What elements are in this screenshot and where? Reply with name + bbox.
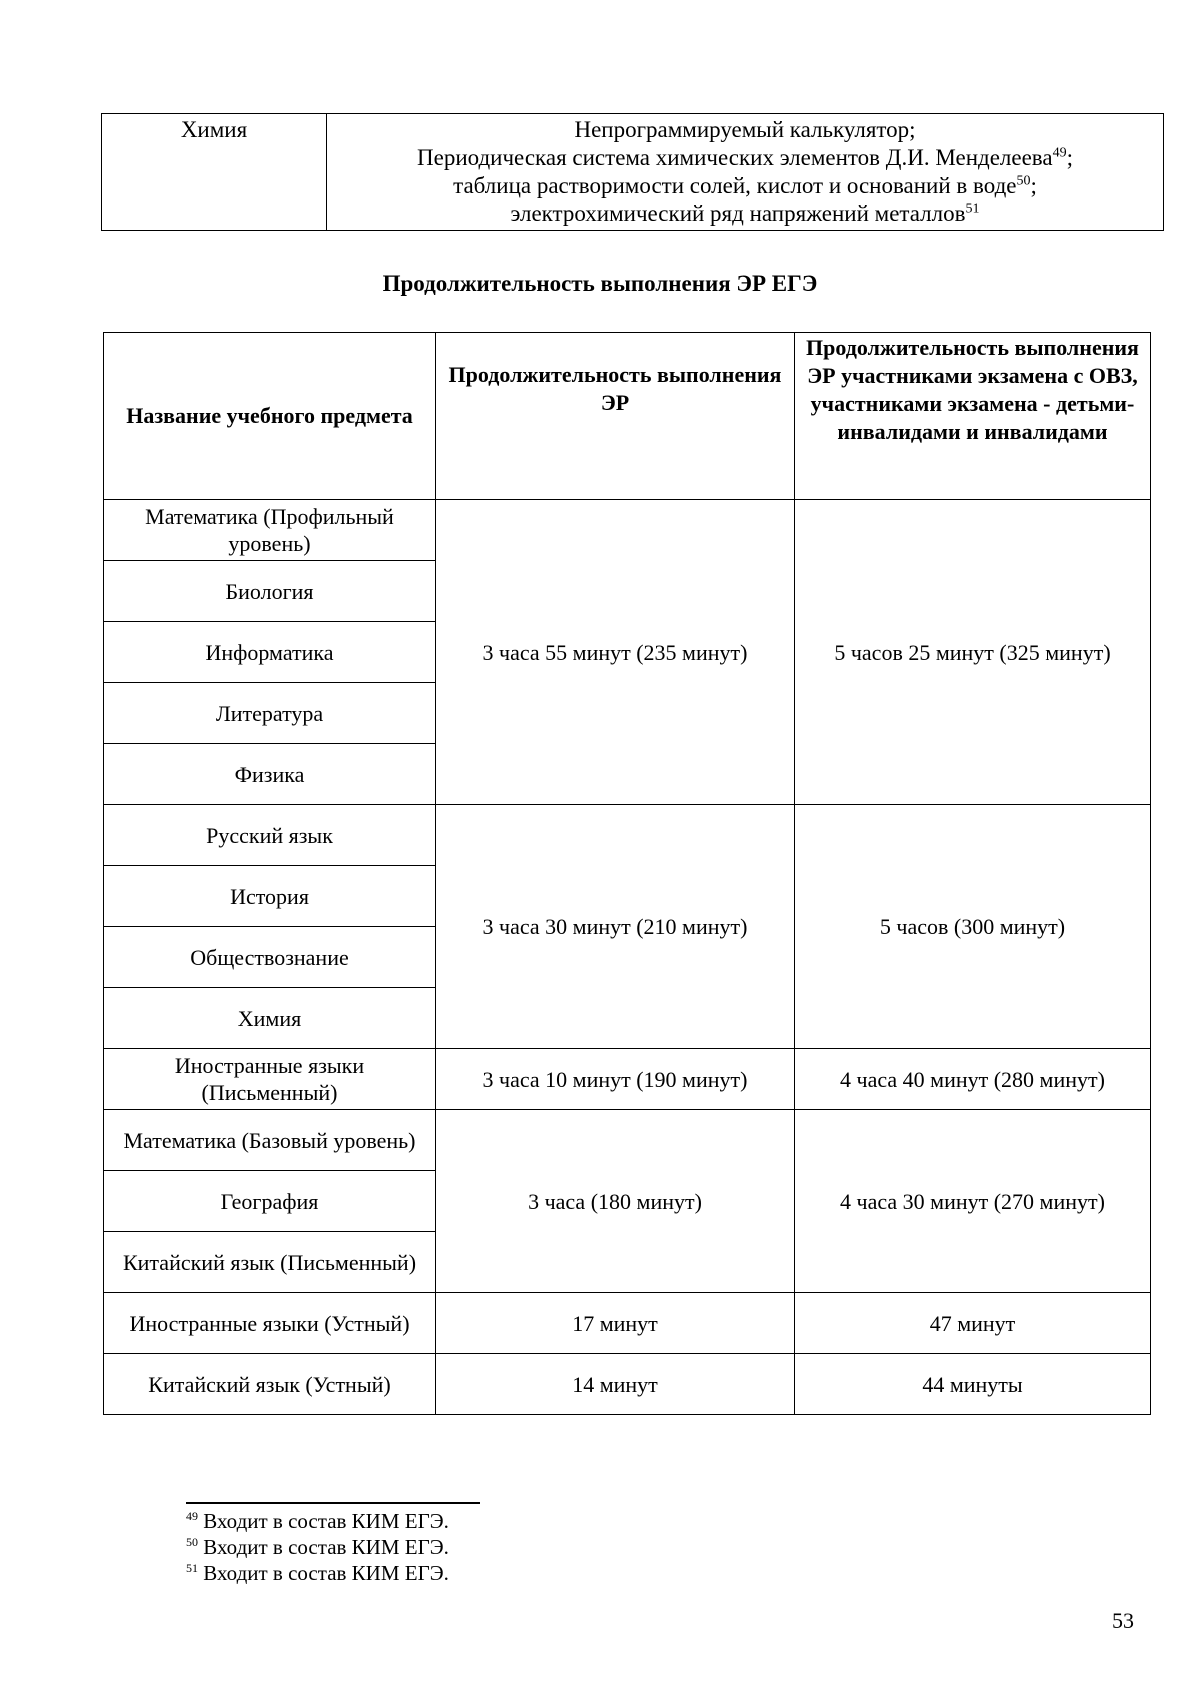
- table-row: [104, 1049, 1151, 1110]
- footnote-separator: [186, 1502, 480, 1504]
- duration-ovz-cell: 5 часов (300 минут): [795, 805, 1151, 1049]
- materials-line: электрохимический ряд напряжений металлов$^{51}$: [510, 201, 980, 226]
- table-row: [104, 1110, 1151, 1171]
- subject-cell: Химия: [104, 988, 436, 1049]
- subject-cell: Литература: [104, 683, 436, 744]
- table-row: [104, 805, 1151, 866]
- duration-ovz-cell: 4 часа 40 минут (280 минут): [795, 1049, 1151, 1110]
- footnote: $^{49}$ Входит в состав КИМ ЕГЭ.: [186, 1509, 449, 1533]
- subject-cell: Обществознание: [104, 927, 436, 988]
- footnote-number: 49: [186, 1509, 198, 1523]
- subject-cell: Информатика: [104, 622, 436, 683]
- duration-ovz-cell: 44 минуты: [795, 1354, 1151, 1415]
- duration-cell: 3 часа (180 минут): [436, 1110, 795, 1293]
- subject-cell: Китайский язык (Устный): [104, 1354, 436, 1415]
- subject-cell: Китайский язык (Письменный): [104, 1232, 436, 1293]
- header-duration-ovz: Продолжительность выполнения ЭР участниками экзамена с ОВЗ, участниками экзамена - детьми-инвалидами и инвалидами: [795, 333, 1151, 500]
- footnote-number: 51: [186, 1561, 198, 1575]
- subject-cell: География: [104, 1171, 436, 1232]
- subject-cell: История: [104, 866, 436, 927]
- footnote-ref: 50: [1016, 173, 1031, 189]
- footnotes: [186, 1508, 449, 1586]
- subject-cell: Математика (Базовый уровень): [104, 1110, 436, 1171]
- page-number: 53: [1112, 1608, 1134, 1633]
- table-header-row: [104, 333, 1151, 500]
- subject-cell: Математика (Профильный уровень): [104, 500, 436, 561]
- duration-ovz-cell: 47 минут: [795, 1293, 1151, 1354]
- footnote-ref: 51: [965, 201, 980, 217]
- subject-cell: Химия: [102, 114, 327, 231]
- footnote-ref: 49: [1052, 145, 1067, 161]
- chemistry-materials-table: [101, 113, 1164, 231]
- table-row: [104, 500, 1151, 561]
- duration-cell: 3 часа 10 минут (190 минут): [436, 1049, 795, 1110]
- footnote: $^{51}$ Входит в состав КИМ ЕГЭ.: [186, 1561, 449, 1585]
- duration-cell: 3 часа 55 минут (235 минут): [436, 500, 795, 805]
- materials-line: Непрограммируемый калькулятор;: [574, 117, 916, 142]
- materials-line: таблица растворимости солей, кислот и оснований в воде$^{50}$;: [453, 173, 1037, 198]
- table-row: [104, 1354, 1151, 1415]
- footnote: $^{50}$ Входит в состав КИМ ЕГЭ.: [186, 1535, 449, 1559]
- duration-table: [103, 332, 1151, 1415]
- duration-cell: 3 часа 30 минут (210 минут): [436, 805, 795, 1049]
- duration-ovz-cell: 5 часов 25 минут (325 минут): [795, 500, 1151, 805]
- subject-cell: Физика: [104, 744, 436, 805]
- subject-cell: Биология: [104, 561, 436, 622]
- table-row: [104, 1293, 1151, 1354]
- materials-line: Периодическая система химических элементов Д.И. Менделеева$^{49}$;: [417, 145, 1073, 170]
- table-row: [102, 114, 1164, 231]
- duration-cell: 14 минут: [436, 1354, 795, 1415]
- subject-cell: Русский язык: [104, 805, 436, 866]
- header-subject: Название учебного предмета: [104, 333, 436, 500]
- section-title: Продолжительность выполнения ЭР ЕГЭ: [382, 271, 818, 296]
- footnote-number: 50: [186, 1535, 198, 1549]
- duration-ovz-cell: 4 часа 30 минут (270 минут): [795, 1110, 1151, 1293]
- duration-cell: 17 минут: [436, 1293, 795, 1354]
- subject-cell: Иностранные языки (Устный): [104, 1293, 436, 1354]
- subject-cell: Иностранные языки (Письменный): [104, 1049, 436, 1110]
- header-duration: Продолжительность выполнения ЭР: [436, 333, 795, 500]
- materials-cell: [327, 114, 1164, 231]
